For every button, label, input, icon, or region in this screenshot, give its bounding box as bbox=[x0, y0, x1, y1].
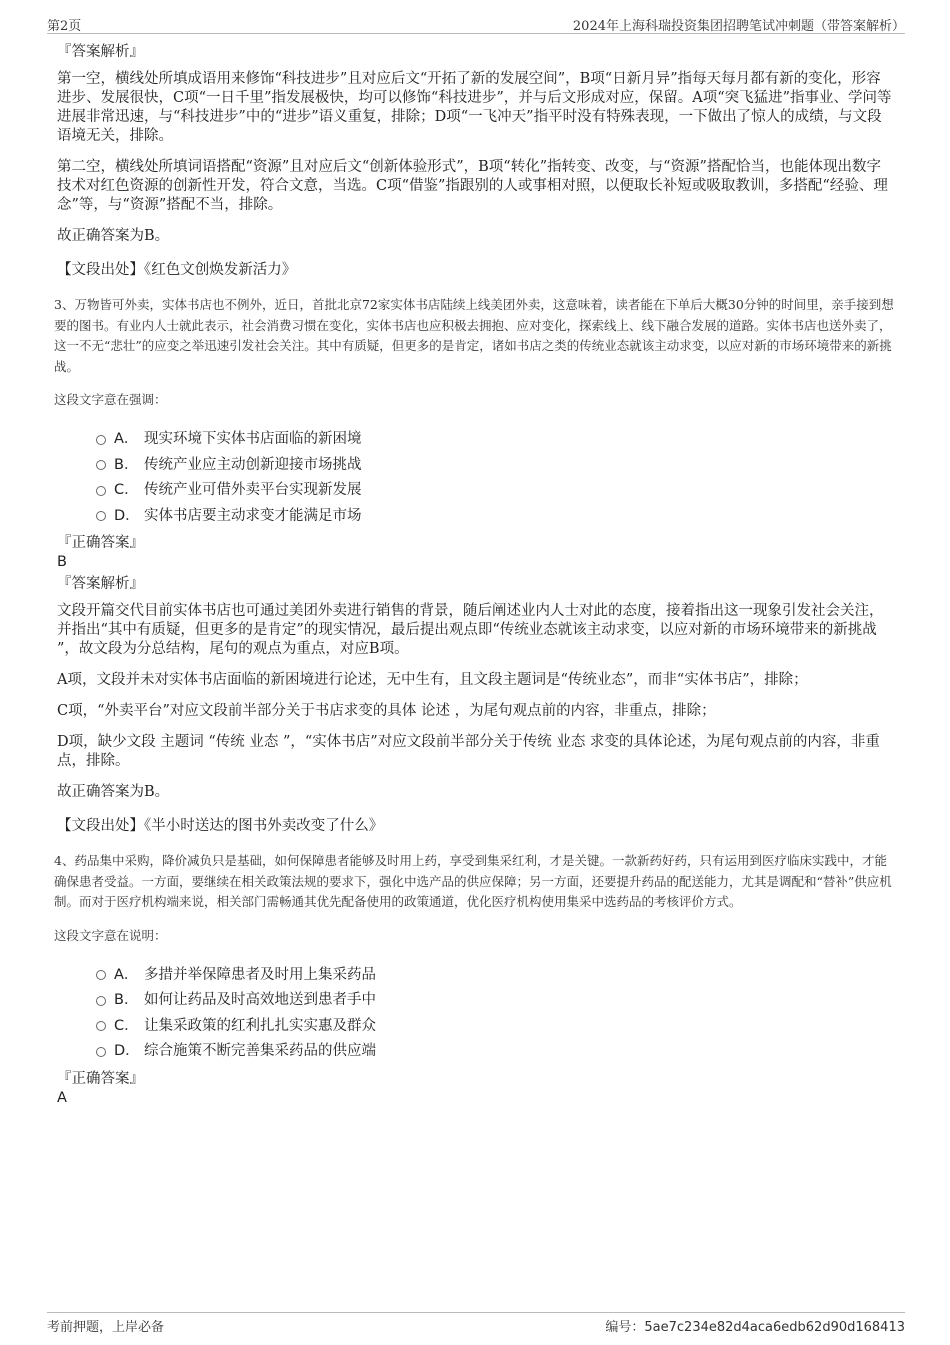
option-letter: C． bbox=[114, 482, 139, 499]
radio-icon[interactable] bbox=[96, 435, 106, 445]
option-text: 传统产业应主动创新迎接市场挑战 bbox=[144, 456, 362, 473]
option-text: 传统产业可借外卖平台实现新发展 bbox=[144, 482, 362, 499]
analysis-paragraph: A项，文段并未对实体书店面临的新困境进行论述，无中生有，且文段主题词是“传统业态”，而非“实体书店”，排除； bbox=[57, 672, 808, 688]
analysis-heading: 『答案解析』 bbox=[57, 44, 144, 60]
option-d[interactable] bbox=[96, 502, 895, 528]
radio-icon[interactable] bbox=[96, 460, 106, 470]
option-letter: B． bbox=[114, 456, 139, 473]
radio-icon[interactable] bbox=[96, 486, 106, 496]
option-letter: B． bbox=[114, 992, 139, 1009]
page-header bbox=[47, 14, 905, 34]
question-4-stem: 4、药品集中采购，降价减负只是基础，如何保障患者能够及时用上药，享受到集采红利，才是关键。一款新药好药，只有运用到医疗临床实践中，才能确保患者受益。一方面，要继续在相关政策法规的要求下，强化中选产品的供应保障；另一方面，还要提升药品的配送能力，尤其是调配和“替补”供应机制。而对于医疗机构端来说，相关部门需畅通其优先配备使用的政策通道，优化医疗机构使用集采中选药品的考核评价方式。 bbox=[54, 853, 892, 909]
correct-answer-heading: 『正确答案』 bbox=[57, 1070, 144, 1087]
radio-icon[interactable] bbox=[96, 996, 106, 1006]
passage-source: 【文段出处】《半小时送达的图书外卖改变了什么》 bbox=[57, 818, 384, 834]
question-4-options bbox=[96, 961, 895, 1063]
passage-source: 【文段出处】《红色文创焕发新活力》 bbox=[57, 262, 297, 278]
option-b[interactable] bbox=[96, 451, 895, 477]
option-letter: D． bbox=[114, 507, 140, 524]
correct-answer-heading: 『正确答案』 bbox=[57, 535, 144, 551]
code-value: 5ae7c234e82d4aca6edb62d90d168413 bbox=[644, 1320, 905, 1335]
code-label: 编号： bbox=[605, 1320, 645, 1335]
option-d[interactable] bbox=[96, 1037, 895, 1063]
option-text: 实体书店要主动求变才能满足市场 bbox=[144, 507, 362, 524]
option-letter: D． bbox=[114, 1043, 140, 1060]
option-text: 现实环境下实体书店面临的新困境 bbox=[144, 431, 362, 448]
analysis-paragraph: 文段开篇交代目前实体书店也可通过美团外卖进行销售的背景，随后阐述业内人士对此的态度，接着指出这一现象引发社会关注，并指出“其中有质疑，但更多的是肯定”的现实情况，最后提出观点即“传统业态就该主动求变，以应对新的市场环境带来的新挑战 ”，故文段为分总结构，尾句的观点为重点，对应B项。 bbox=[57, 603, 884, 657]
option-c[interactable] bbox=[96, 476, 895, 502]
option-a[interactable] bbox=[96, 425, 895, 451]
question-3-stem: 3、万物皆可外卖，实体书店也不例外，近日，首批北京72家实体书店陆续上线美团外卖，这意味着，读者能在下单后大概30分钟的时间里，亲手接到想要的图书。有业内人士就此表示，社会消费习惯在变化，实体书店也应积极去拥抱、应对变化，探索线上、线下融合发展的道路。实体书店也送外卖了，这一不无“悲壮”的应变之举迅速引发社会关注。其中有质疑，但更多的是肯定，诸如书店之类的传统业态就该主动求变，以应对新的市场环境带来的新挑战。 bbox=[54, 297, 894, 374]
correct-answer-value: A bbox=[57, 1089, 67, 1106]
page-number: 第2页 bbox=[47, 19, 82, 34]
option-c[interactable] bbox=[96, 1012, 895, 1038]
option-text: 综合施策不断完善集采药品的供应端 bbox=[144, 1043, 376, 1060]
question-4-prompt: 这段文字意在说明： bbox=[54, 927, 167, 943]
analysis-paragraph: 第二空，横线处所填词语搭配“资源”且对应后文“创新体验形式”，B项“转化”指转变、改变，与“资源”搭配恰当，也能体现出数字技术对红色资源的创新性开发，符合文意，当选。C项“借鉴”指跟别的人或事相对照，以便取长补短或吸取教训，多搭配“经验、理念”等，与“资源”搭配不当，排除。 bbox=[57, 159, 888, 213]
analysis-paragraph: D项，缺少文段 主题词 “传统 业态 ”，“实体书店”对应文段前半部分关于传统 业态 求变的具体论述，为尾句观点前的内容，非重点，排除。 bbox=[57, 734, 880, 769]
radio-icon[interactable] bbox=[96, 1021, 106, 1031]
document-title: 2024年上海科瑞投资集团招聘笔试冲刺题（带答案解析） bbox=[572, 19, 905, 34]
analysis-conclusion: 故正确答案为B。 bbox=[57, 784, 170, 800]
option-text: 如何让药品及时高效地送到患者手中 bbox=[144, 992, 376, 1009]
analysis-heading: 『答案解析』 bbox=[57, 576, 144, 592]
option-a[interactable] bbox=[96, 961, 895, 987]
option-text: 多措并举保障患者及时用上集采药品 bbox=[144, 966, 376, 983]
page-footer bbox=[47, 1312, 905, 1335]
radio-icon[interactable] bbox=[96, 970, 106, 980]
question-3-options bbox=[96, 425, 895, 527]
radio-icon[interactable] bbox=[96, 511, 106, 521]
option-text: 让集采政策的红利扎扎实实惠及群众 bbox=[144, 1017, 376, 1034]
analysis-conclusion: 故正确答案为B。 bbox=[57, 228, 170, 244]
option-letter: A． bbox=[114, 431, 139, 448]
correct-answer-value: B bbox=[57, 554, 67, 570]
option-letter: A． bbox=[114, 966, 139, 983]
analysis-paragraph: 第一空，横线处所填成语用来修饰“科技进步”且对应后文“开拓了新的发展空间”，B项“日新月异”指每天每月都有新的变化，形容进步、发展很快，C项“一日千里”指发展极快，均可以修饰“科技进步”，并与后文形成对应，保留。A项“突飞猛进”指事业、学问等进展非常迅速，与“科技进步”中的“进步”语义重复，排除；D项“一飞冲天”指平时没有特殊表现，一下做出了惊人的成绩，与文段语境无关，排除。 bbox=[57, 71, 892, 144]
page-content bbox=[54, 42, 895, 1108]
radio-icon[interactable] bbox=[96, 1047, 106, 1057]
option-b[interactable] bbox=[96, 986, 895, 1012]
document-code bbox=[605, 1316, 905, 1335]
analysis-paragraph: C项，“外卖平台”对应文段前半部分关于书店求变的具体 论述 ，为尾句观点前的内容，非重点，排除； bbox=[57, 703, 716, 719]
option-letter: C． bbox=[114, 1017, 139, 1034]
footer-slogan: 考前押题，上岸必备 bbox=[47, 1320, 165, 1335]
question-3-prompt: 这段文字意在强调： bbox=[54, 392, 167, 407]
